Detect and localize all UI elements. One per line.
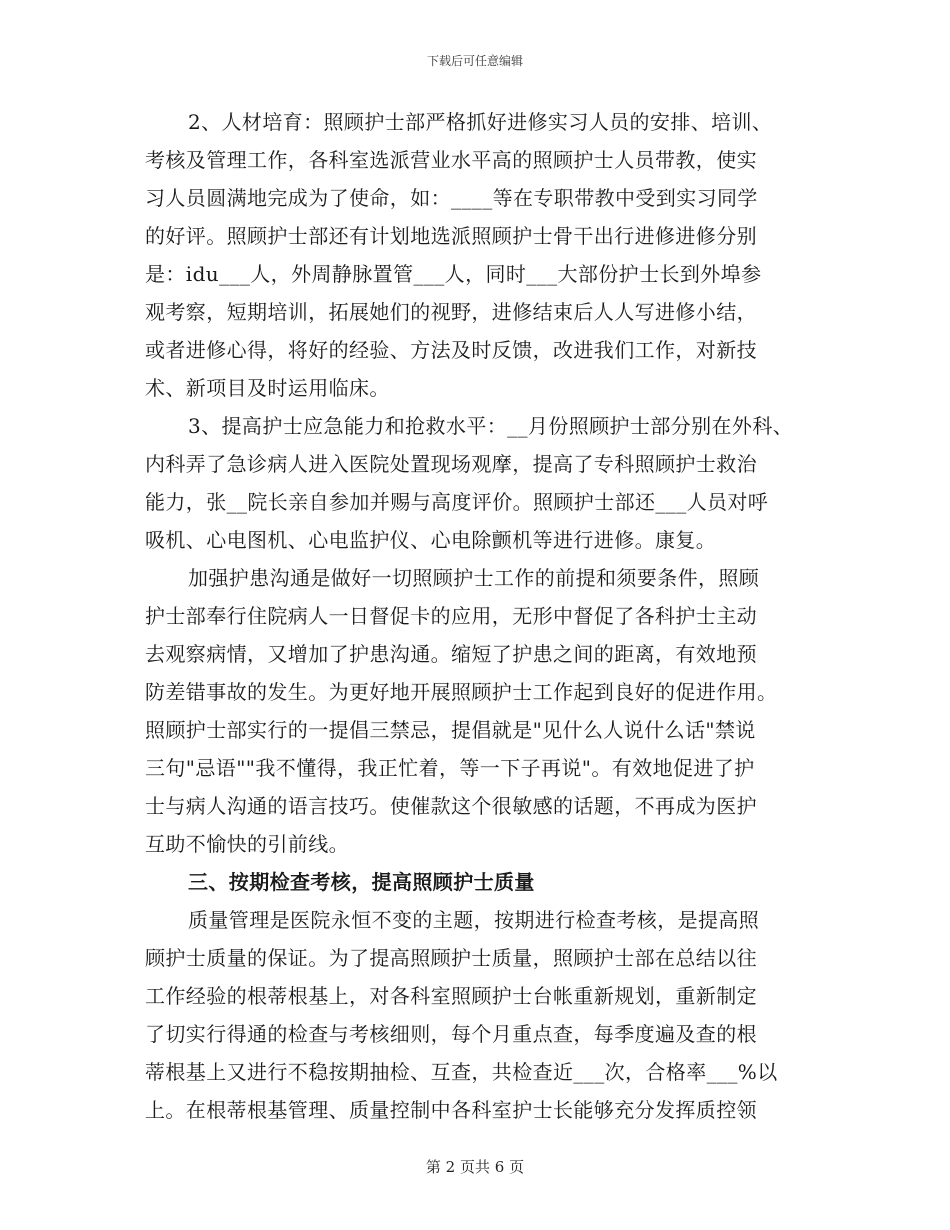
page-footer: 第 2 页共 6 页	[425, 1158, 525, 1176]
text-line: 去观察病情，又增加了护患沟通。缩短了护患之间的距离，有效地预	[145, 642, 757, 666]
text-line: 质量管理是医院永恒不变的主题，按期进行检查考核，是提高照	[188, 908, 760, 932]
text-line: 的好评。照顾护士部还有计划地选派照顾护士骨干出行进修进修分别	[145, 224, 757, 248]
text-line: 了切实行得通的检查与考核细则，每个月重点查，每季度遍及查的根	[145, 1022, 757, 1046]
text-line: 3、提高护士应急能力和抢救水平：__月份照顾护士部分别在外科、	[188, 414, 794, 438]
text-line: 习人员圆满地完成为了使命，如：____等在专职带教中受到实习同学	[145, 186, 758, 210]
text-line: 互助不愉快的引前线。	[145, 832, 349, 856]
text-line: 照顾护士部实行的一提倡三禁忌，提倡就是"见什么人说什么话"禁说	[145, 718, 756, 742]
text-line: 内科弄了急诊病人进入医院处置现场观摩，提高了专科照顾护士救治	[145, 452, 757, 476]
text-line: 或者进修心得，将好的经验、方法及时反馈，改进我们工作，对新技	[145, 338, 757, 362]
text-line: 吸机、心电图机、心电监护仪、心电除颤机等进行进修。康复。	[145, 528, 717, 552]
text-line: 能力，张__院长亲自参加并赐与高度评价。照顾护士部还___人员对呼	[145, 490, 769, 514]
page-header: 下载后可任意编辑	[426, 54, 523, 68]
text-line: 考核及管理工作，各科室选派营业水平高的照顾护士人员带教，使实	[145, 148, 757, 172]
text-line: 防差错事故的发生。为更好地开展照顾护士工作起到良好的促进作用。	[145, 680, 778, 704]
text-line: 2、人材培育：照顾护士部严格抓好进修实习人员的安排、培训、	[188, 110, 773, 134]
text-line: 上。在根蒂根基管理、质量控制中各科室护士长能够充分发挥质控领	[145, 1098, 757, 1122]
text-line: 加强护患沟通是做好一切照顾护士工作的前提和须要条件，照顾	[188, 566, 760, 590]
text-line: 观考察，短期培训，拓展她们的视野，进修结束后人人写进修小结，	[145, 300, 757, 324]
text-line: 术、新项目及时运用临床。	[145, 376, 390, 400]
text-line: 是：idu___人，外周静脉置管___人，同时___大部份护士长到外埠参	[145, 262, 762, 286]
text-line: 蒂根基上又进行不稳按期抽检、互查，共检查近___次，合格率___%以	[145, 1060, 778, 1084]
text-line: 顾护士质量的保证。为了提高照顾护士质量，照顾护士部在总结以往	[145, 946, 757, 970]
text-line: 护士部奉行住院病人一日督促卡的应用，无形中督促了各科护士主动	[145, 604, 757, 628]
text-line: 工作经验的根蒂根基上，对各科室照顾护士台帐重新规划，重新制定	[145, 984, 757, 1008]
text-line: 士与病人沟通的语言技巧。使催款这个很敏感的话题，不再成为医护	[145, 794, 757, 818]
section-heading: 三、按期检查考核，提高照顾护士质量	[188, 870, 535, 894]
text-line: 三句"忌语""我不懂得，我正忙着，等一下子再说"。有效地促进了护	[145, 756, 755, 780]
